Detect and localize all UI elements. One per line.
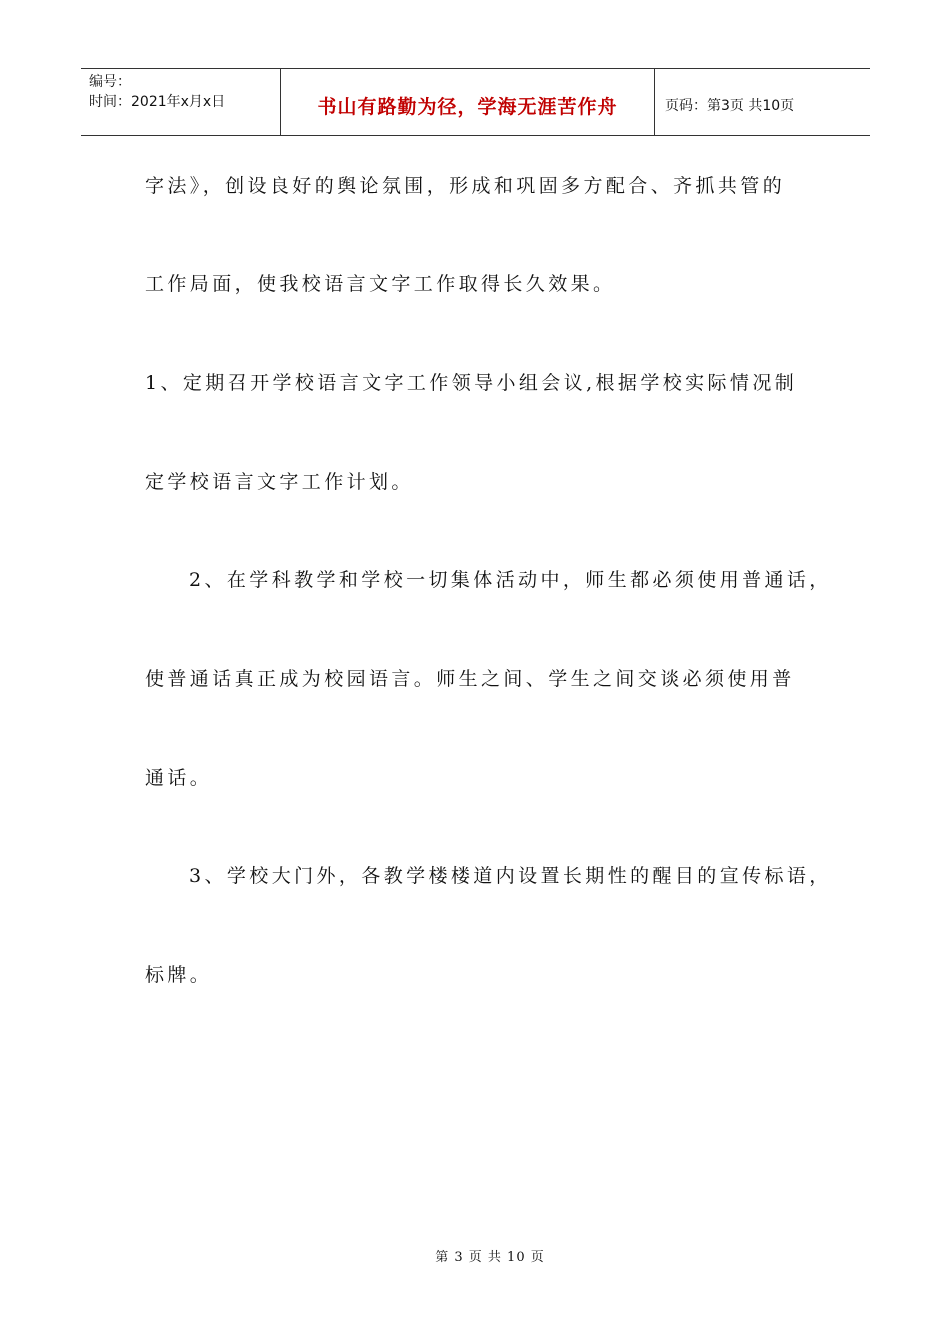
- header-motto: 书山有路勤为径，学海无涯苦作舟: [317, 95, 618, 118]
- page-footer: 第 3 页 共 10 页: [435, 1250, 545, 1265]
- header-page-cell: [655, 69, 870, 135]
- body-line: 3、学校大门外，各教学楼楼道内设置长期性的醒目的宣传标语，: [189, 865, 832, 887]
- header-motto-cell: [281, 69, 655, 135]
- document-number-label: 编号：: [89, 74, 131, 90]
- document-header: [81, 68, 870, 136]
- body-line: 工作局面，使我校语言文字工作取得长久效果。: [145, 273, 616, 295]
- header-meta-cell: [81, 69, 281, 135]
- body-line: 定学校语言文字工作计划。: [145, 471, 414, 493]
- body-line: 字法》，创设良好的舆论氛围，形成和巩固多方配合、齐抓共管的: [145, 175, 786, 197]
- body-line: 标牌。: [145, 964, 213, 986]
- document-date: 时间：2021年x月x日: [89, 94, 226, 110]
- header-page-info: 页码：第3页 共10页: [665, 98, 795, 114]
- body-line: 使普通话真正成为校园语言。师生之间、学生之间交谈必须使用普: [145, 668, 795, 690]
- body-line: 通话。: [145, 767, 213, 789]
- body-line: 1、定期召开学校语言文字工作领导小组会议,根据学校实际情况制: [145, 372, 798, 394]
- body-line: 2、在学科教学和学校一切集体活动中，师生都必须使用普通话，: [189, 569, 832, 591]
